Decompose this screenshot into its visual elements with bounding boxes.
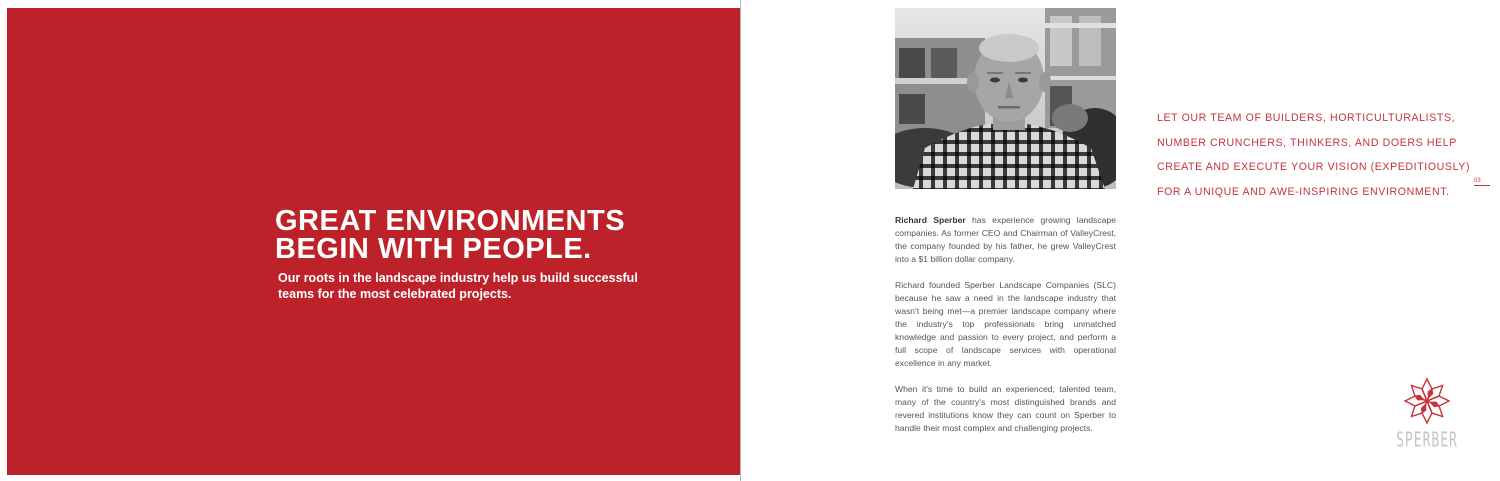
pull-quote xyxy=(1157,106,1471,204)
sperber-logo xyxy=(1394,377,1460,455)
pull-quote-line-4: FOR A UNIQUE AND AWE-INSPIRING ENVIRONMENT. xyxy=(1157,185,1450,198)
bio-paragraph-1 xyxy=(895,214,1116,266)
flower-logo-icon xyxy=(1403,377,1451,425)
headline-line-1: GREAT ENVIRONMENTS xyxy=(275,205,626,237)
logo-wordmark: SPERBER xyxy=(1396,429,1458,453)
bio-paragraph-1-text: has experience growing landscape companies. As former CEO and Chairman of ValleyCrest, the company founded by his father, he grew ValleyCrest into a $1 billion dollar company. xyxy=(895,215,1116,264)
pull-quote-line-3: CREATE AND EXECUTE YOUR VISION (EXPEDITIOUSLY) xyxy=(1157,161,1471,173)
subhead: Our roots in the landscape industry help us build successful teams for the most celebrated projects. xyxy=(278,271,638,301)
pull-quote-line-2: NUMBER CRUNCHERS, THINKERS, AND DOERS HELP xyxy=(1157,136,1457,149)
headline-line-2: BEGIN WITH PEOPLE. xyxy=(275,233,592,265)
portrait-photo-image xyxy=(895,8,1116,189)
portrait-photo xyxy=(895,8,1116,189)
bio-paragraph-2: Richard founded Sperber Landscape Companies (SLC) because he saw a need in the landscape industry that wasn't being met—a premier landscape company where the industry's top professionals bring unmatched knowledge and passion to every project, and perform a full scope of landscape services with operational excellence in any market. xyxy=(895,280,1116,368)
bio-paragraph-3: When it's time to build an experienced, talented team, many of the country's most distinguished brands and revered institutions know they can count on Sperber to handle their most complex and challenging projects. xyxy=(895,384,1116,433)
pull-quote-line-1: LET OUR TEAM OF BUILDERS, HORTICULTURALISTS, xyxy=(1157,112,1456,124)
page-gutter xyxy=(740,0,741,481)
headline xyxy=(275,207,695,263)
page-number: 03 xyxy=(1474,178,1490,186)
bio-name: Richard Sperber xyxy=(895,215,966,225)
bio-text xyxy=(895,214,1116,448)
